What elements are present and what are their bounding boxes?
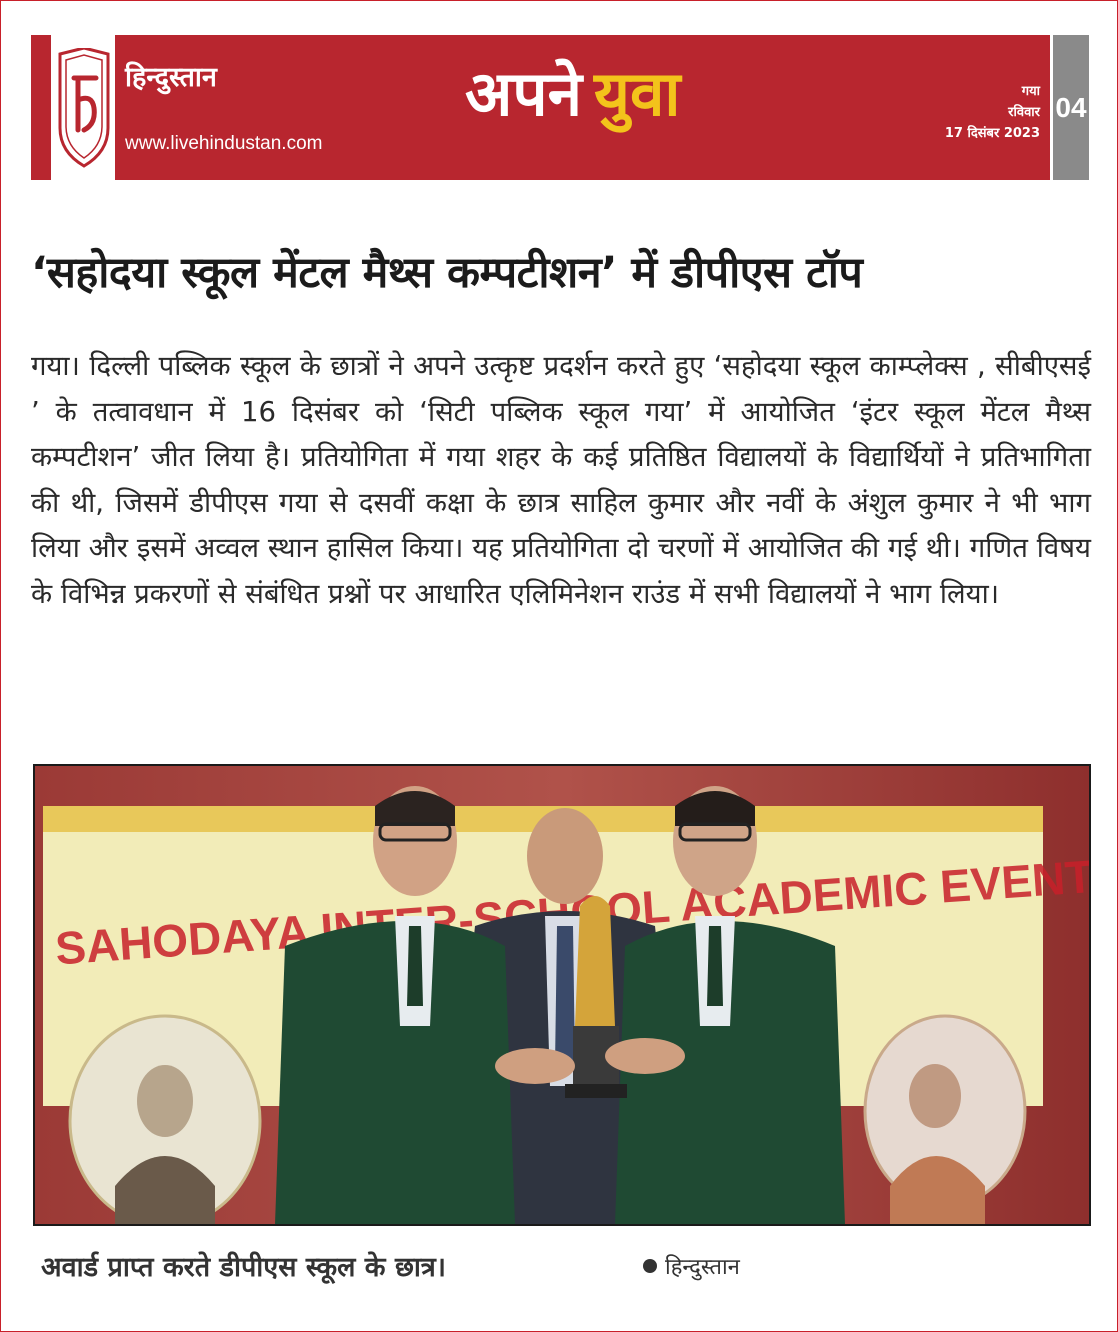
- section-title: [465, 57, 681, 131]
- section-title-part1: अपने: [465, 57, 582, 130]
- section-title-part2: युवा: [594, 57, 681, 130]
- article-headline: ‘सहोदया स्कूल मेंटल मैथ्स कम्पटीशन’ में डीपीएस टॉप: [31, 248, 863, 298]
- bullet-icon: [643, 1259, 657, 1273]
- edition-date: 17 दिसंबर 2023: [944, 126, 1040, 141]
- edition-info: [945, 81, 1040, 144]
- edition-day: रविवार: [1008, 105, 1040, 120]
- photo-credit-text: हिन्दुस्तान: [665, 1255, 740, 1280]
- banner-text: SAHODAYA INTER-SCHOOL ACADEMIC EVENT: [53, 850, 1089, 975]
- article-body: गया। दिल्ली पब्लिक स्कूल के छात्रों ने अपने उत्कृष्ट प्रदर्शन करते हुए ‘सहोदया स्कूल काम्प्लेक्स , सीबीएसई ’ के तत्वावधान में 16 दिसंबर को ‘सिटी पब्लिक स्कूल गया’ में आयोजित ‘इंटर स्कूल मेंटल मैथ्स कम्पटीशन’ जीत लिया है। प्रतियोगिता में गया शहर के कई प्रतिष्ठित विद्यालयों के विद्यार्थियों ने प्रतिभागिता की थी, जिसमें डीपीएस गया से दसवीं कक्षा के छात्र साहिल कुमार और नवीं के अंशुल कुमार ने भी भाग लिया और इसमें अव्वल स्थान हासिल किया। यह प्रतियोगिता दो चरणों में आयोजित की गई थी। गणित विषय के विभिन्न प्रकरणों से संबंधित प्रश्नों पर आधारित एलिमिनेशन राउंड में सभी विद्यालयों ने भाग लिया।: [31, 350, 1091, 610]
- brand-name: हिन्दुस्तान: [125, 62, 217, 93]
- hindustan-logo-icon: [53, 37, 115, 178]
- masthead: [31, 35, 1089, 180]
- photo-credit: [643, 1251, 740, 1281]
- edition-city: गया: [1021, 84, 1040, 99]
- photo-caption: अवार्ड प्राप्त करते डीपीएस स्कूल के छात्र।: [41, 1252, 446, 1283]
- award-photo: [33, 764, 1091, 1226]
- website-url[interactable]: www.livehindustan.com: [125, 133, 323, 154]
- page-number: 04: [1055, 91, 1087, 123]
- masthead-banner: [115, 35, 1050, 180]
- page-number-box: [1053, 35, 1089, 180]
- masthead-left-strip: [31, 35, 51, 180]
